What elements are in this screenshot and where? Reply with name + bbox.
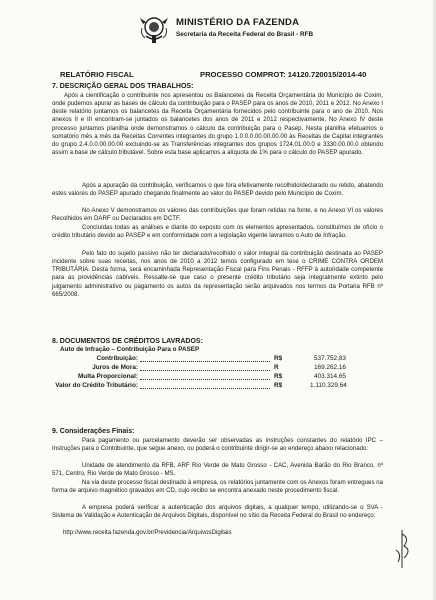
- handwritten-initials: [392, 528, 416, 570]
- credit-row-contribuicao: [56, 355, 376, 364]
- sva-url: http://www.receita.fazenda.gov.br/Previdencia/ArquivosDigitais: [63, 529, 232, 536]
- credit-leader: [140, 361, 270, 362]
- section-7-paragraph-5: Pelo fato do sujeito passivo não ter declarado/recolhido o valor integral da contribuição destinada ao PASEP incidente sobre suas receitas, nos anos de 2010 a 2012 temos configurado em tese o CRIME CONTRA ORDEM TRIBUTÁRIA. Desta forma, será encaminhada Representação Fiscal para Fins Penais - RFFP à autoridade competente para as providências cabíveis. Ressalte-se que caso o presente crédito tributário seja integralmente extinto pelo julgamento administrativo ou pagamento os autos da representação serão arquivados nos termos da Portaria RFB nº 665/2008.: [52, 250, 383, 298]
- credit-label: Juros de Mora:: [92, 364, 138, 371]
- section-9-title: 9. Considerações Finais:: [52, 428, 135, 435]
- credit-leader: [140, 379, 270, 380]
- credit-leader: [140, 370, 270, 371]
- coat-of-arms-icon: [140, 14, 168, 44]
- credit-value: 1.110.329,64: [310, 382, 347, 389]
- credit-value: 403.314,65: [314, 373, 346, 380]
- section-9-paragraph-2: Unidade de atendimento da RFB, ARF Rio Verde de Mato Grosso - CAC, Avenida Barão do Rio Branco, nº 571, Centro, Rio Verde de Mato Grosso - MS.: [52, 462, 383, 478]
- credit-label: Multa Proporcional:: [77, 373, 138, 380]
- credit-label: Contribuição:: [96, 355, 138, 362]
- credit-currency: R: [274, 364, 279, 371]
- credit-row-juros: [56, 364, 376, 373]
- credit-row-multa: [56, 373, 376, 382]
- credit-currency: R$: [274, 382, 283, 389]
- section-7-paragraph-3: No Anexo V demonstramos os valores das contribuições que foram retidas na fonte, e no Anexo VI os valores Recolhidos em DARF ou Declarados em DCTF.: [52, 207, 383, 223]
- credit-currency: R$: [274, 355, 283, 362]
- section-9-paragraph-1: Para pagamento ou parcelamento deverão ser observadas as instruções constantes do relatório IPC – Instruções para o Contribuinte, que segue anexo, ou poderá o contribuinte dirigir-se ao endereço abaixo relacionado:: [52, 437, 383, 453]
- credit-leader: [140, 388, 270, 389]
- letterhead: [140, 14, 400, 50]
- credit-value: 537.752,83: [314, 355, 346, 362]
- credit-currency: R$: [274, 373, 283, 380]
- credit-label: Valor do Crédito Tributário:: [55, 382, 138, 389]
- section-8-title: 8. DOCUMENTOS DE CRÉDITOS LAVRADOS:: [52, 338, 203, 345]
- credit-row-total: [56, 382, 376, 391]
- section-9-paragraph-3: Na via deste processo fiscal destinado à empresa, os relatórios juntamente com os Anexos foram entregues na forma de arquivo magnético gravados em CD, cujo recibo se encontra anexado neste procedimento fiscal.: [52, 479, 383, 495]
- ministry-name: MINISTÉRIO DA FAZENDA: [176, 17, 300, 28]
- process-number: PROCESSO COMPROT: 14120.720015/2014-40: [200, 70, 367, 79]
- section-9-paragraph-4: A empresa poderá verificar a autenticação dos arquivos digitais, a qualquer tempo, utilizando-se o SVA - Sistema de Validação e Autenticação de Arquivos Digitais, disponível no sítio da Receita Federal do Brasil no endereço:: [52, 504, 383, 520]
- credit-value: 169.262,16: [314, 364, 346, 371]
- secretaria-name: Secretaria da Receita Federal do Brasil - RFB: [176, 31, 314, 38]
- section-7-paragraph-2: Após a apuração da contribuição, verificamos o que fora efetivamente recolhido/declarado ou retido, abatendo estes valores do PASEP apurado chegando finalmente ao valor do PASEP devido pelo Município de Coxim.: [52, 182, 383, 198]
- section-7-paragraph-4: Concluídas todas as análises e diante do exposto com os elementos apresentados, constituímos de ofício o crédito tributário devido ao PASEP e em conformidade com a legislação vigente lavramos o Auto de Infração.: [52, 224, 383, 240]
- report-title: RELATÓRIO FISCAL: [60, 70, 134, 79]
- section-7-paragraph-1: Após a cientificação o contribuinte nos apresentou os Balancetes da Receita Orçamentária do Município de Coxim, onde pudemos apurar as bases de cálculo da contribuição para o PASEP para os anos de 2010, 2011 e 2012. No Anexo I deste relatório juntamos os balancetes da Receita Orçamentária fornecidos pelo contribuinte para o ano de 2010. Nos anexos II e III encontram-se juntados os balancetes dos anos de 2011 e 2012 respectivamente. No Anexo IV deste processo juntamos planilha onde demonstramos o cálculo da contribuição para o Pasep. Nesta planilha efetuamos o somatório mês a mês da Receitas Correntes integrantes do grupo 1.0.0.0.00.00.00.00 às Receitas de Capital integrantes do grupo 2.4.0.0.00.00.00 excluindo-se as Transferências integrantes dos grupos 1724.01.00.0 e 3330.00.00.0 obtendo assim a base de cálculo tributável. Sobre esta base aplicamos a alíquota de 1% para o cálculo do PASEP apurado.: [52, 92, 383, 157]
- credits-subtitle: Auto de Infração – Contribuição Para o PASEP: [60, 346, 200, 353]
- section-7-title: 7. DESCRIÇÃO GERAL DOS TRABALHOS:: [52, 83, 194, 90]
